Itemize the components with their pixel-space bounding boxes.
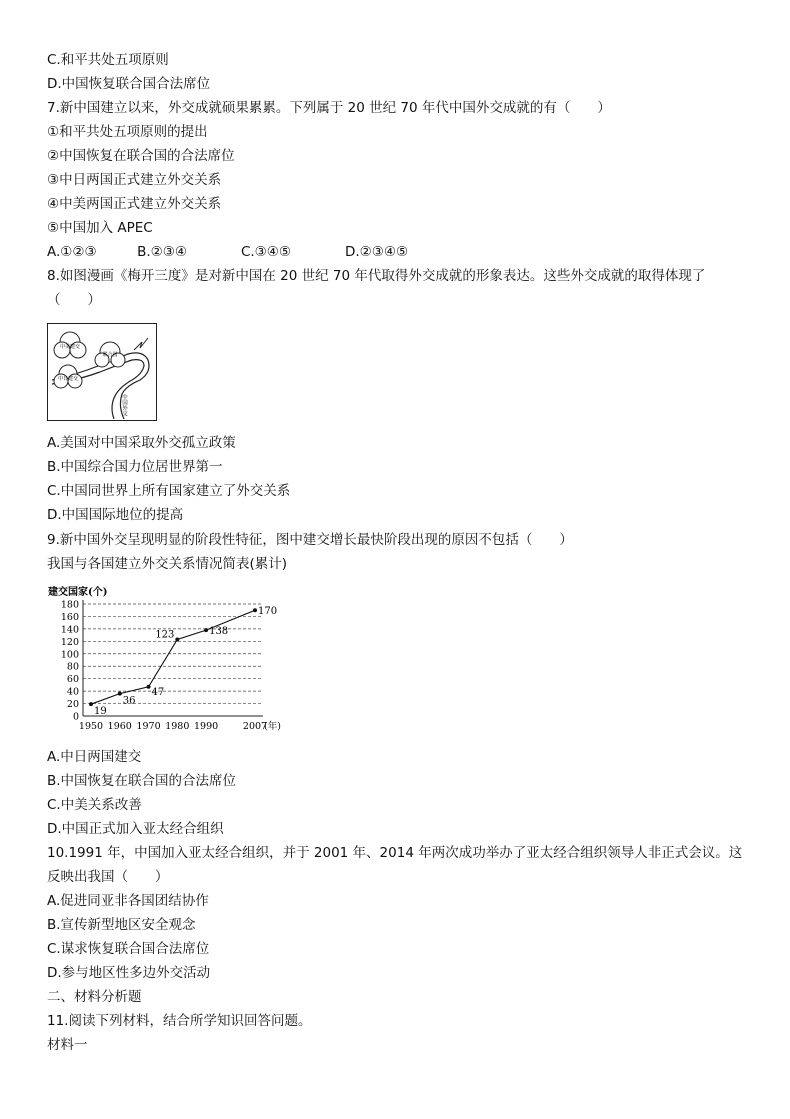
q8-blank: （ ） bbox=[47, 292, 101, 308]
q7-item-5: ⑤中国加入 APEC bbox=[47, 220, 153, 236]
q7-item-3: ③中日两国正式建立外交关系 bbox=[47, 172, 222, 188]
data-point-2007 bbox=[253, 608, 257, 612]
x-tick-1950: 1950 bbox=[78, 721, 104, 732]
q8-option-a: A.美国对中国采取外交孤立政策 bbox=[47, 435, 236, 451]
y-tick-60: 60 bbox=[66, 674, 79, 686]
q8-option-c: C.中国同世界上所有国家建立了外交关系 bbox=[47, 483, 291, 499]
question-9: 9.新中国外交呈现明显的阶段性特征，图中建交增长最快阶段出现的原因不包括（ ） bbox=[47, 532, 573, 548]
question-10: 10.1991 年，中国加入亚太经合组织，并于 2001 年、2014 年两次成功举办了亚太经合组织领导人非正式会议。这 bbox=[47, 845, 743, 861]
q7-item-2: ②中国恢复在联合国的合法席位 bbox=[47, 148, 235, 164]
y-tick-80: 80 bbox=[66, 661, 79, 673]
blossom-1-label: 中美建交 bbox=[59, 344, 81, 350]
data-point-1950 bbox=[89, 702, 93, 706]
y-tick-40: 40 bbox=[66, 686, 79, 698]
q9-option-c: C.中美关系改善 bbox=[47, 797, 142, 813]
question-11: 11.阅读下列材料，结合所学知识回答问题。 bbox=[47, 1013, 312, 1029]
x-tick-1980: 1980 bbox=[165, 721, 190, 732]
blossom-3 bbox=[54, 365, 82, 388]
data-label-1990: 138 bbox=[209, 626, 229, 638]
x-tick-1970: 1970 bbox=[136, 721, 161, 732]
q9-chart-title: 我国与各国建立外交关系情况简表(累计) bbox=[47, 556, 288, 572]
y-tick-20: 20 bbox=[66, 699, 79, 711]
data-label-1970: 47 bbox=[151, 686, 165, 698]
q10-option-b: B.宣传新型地区安全观念 bbox=[47, 917, 196, 933]
data-point-1970 bbox=[147, 685, 151, 689]
blossom-2-label: 联合国 bbox=[102, 352, 118, 358]
blossom-1 bbox=[54, 332, 86, 358]
q8-option-b: B.中国综合国力位居世界第一 bbox=[47, 459, 223, 475]
data-point-1960 bbox=[118, 692, 122, 696]
q10-option-a: A.促进同亚非各国团结协作 bbox=[47, 893, 209, 909]
data-label-2007: 170 bbox=[258, 606, 278, 618]
data-label-1980: 123 bbox=[155, 629, 175, 641]
y-tick-100: 100 bbox=[60, 649, 79, 661]
y-tick-120: 120 bbox=[60, 636, 79, 648]
blossom-3-label: 中日建交 bbox=[57, 376, 79, 382]
q10-option-c: C.谋求恢复联合国合法席位 bbox=[47, 941, 210, 957]
x-tick-1960: 1960 bbox=[107, 721, 132, 732]
data-point-1990 bbox=[204, 628, 208, 632]
blossom-2 bbox=[95, 342, 125, 367]
data-label-1960: 36 bbox=[122, 695, 136, 707]
y-tick-180: 180 bbox=[60, 599, 79, 611]
q9-option-a: A.中日两国建交 bbox=[47, 749, 142, 765]
y-tick-160: 160 bbox=[60, 611, 79, 623]
data-label-1950: 19 bbox=[94, 706, 107, 718]
y-tick-140: 140 bbox=[60, 624, 79, 636]
q9-option-d: D.中国正式加入亚太经合组织 bbox=[47, 821, 224, 837]
q10-option-d: D.参与地区性多边外交活动 bbox=[47, 965, 211, 981]
y-axis-label: 建交国家(个) bbox=[48, 587, 108, 598]
y-tick-0: 0 bbox=[72, 711, 79, 723]
section-2-heading: 二、材料分析题 bbox=[47, 989, 142, 1005]
question-8: 8.如图漫画《梅开三度》是对新中国在 20 世纪 70 年代取得外交成就的形象表达。这些外交成就的取得体现了 bbox=[47, 268, 706, 284]
q8-option-d: D.中国国际地位的提高 bbox=[47, 507, 184, 523]
q7-options: A.①②③ B.②③④ C.③④⑤ D.②③④⑤ bbox=[47, 244, 409, 260]
q9-option-b: B.中国恢复在联合国的合法席位 bbox=[47, 773, 237, 789]
cartoon-plum-blossoms bbox=[47, 323, 157, 421]
x-axis-unit: (年) bbox=[264, 721, 281, 732]
option-c: C.和平共处五项原则 bbox=[47, 52, 169, 68]
data-point-1980 bbox=[175, 637, 179, 641]
q7-item-4: ④中美两国正式建立外交关系 bbox=[47, 196, 222, 212]
branch-label: 中国外交 bbox=[121, 394, 127, 416]
diplomacy-line-chart bbox=[45, 580, 295, 740]
x-tick-1990: 1990 bbox=[193, 721, 219, 732]
x-tick-2007: 2007 bbox=[242, 721, 268, 732]
series-line bbox=[91, 610, 255, 704]
question-7: 7.新中国建立以来，外交成就硕果累累。下列属于 20 世纪 70 年代中国外交成就的有（ ） bbox=[47, 100, 611, 116]
material-1-label: 材料一 bbox=[47, 1037, 88, 1053]
question-10-cont: 反映出我国（ ） bbox=[47, 869, 169, 885]
option-d: D.中国恢复联合国合法席位 bbox=[47, 76, 211, 92]
q7-item-1: ①和平共处五项原则的提出 bbox=[47, 124, 208, 140]
